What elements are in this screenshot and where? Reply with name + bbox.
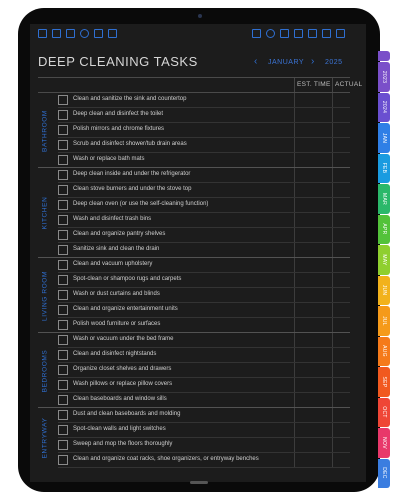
task-label: Clean and organize entertainment units (73, 306, 178, 312)
grid-icon[interactable] (252, 29, 261, 38)
task-checkbox[interactable] (58, 395, 68, 405)
actual-cell[interactable] (332, 348, 333, 363)
task-checkbox[interactable] (58, 260, 68, 270)
tab-label: JUL (381, 315, 387, 326)
task-row (38, 273, 350, 288)
task-row (38, 168, 350, 183)
task-checkbox[interactable] (58, 110, 68, 120)
task-checkbox[interactable] (58, 215, 68, 225)
est-time-cell[interactable] (294, 348, 295, 363)
task-label: Clean and disinfect nightstands (73, 351, 157, 357)
flag-icon[interactable] (336, 29, 345, 38)
est-time-cell[interactable] (294, 453, 295, 468)
header-top-rule (38, 77, 350, 78)
task-checkbox[interactable] (58, 245, 68, 255)
est-time-cell[interactable] (294, 213, 295, 228)
actual-cell[interactable] (332, 363, 333, 378)
month-tab-sep[interactable] (378, 367, 390, 397)
actual-cell[interactable] (332, 228, 333, 243)
month-tab-nov[interactable] (378, 428, 390, 458)
actual-cell[interactable] (332, 273, 333, 288)
est-time-cell[interactable] (294, 378, 295, 393)
actual-cell[interactable] (332, 108, 333, 123)
task-checkbox[interactable] (58, 170, 68, 180)
month-tab-jun[interactable] (378, 276, 390, 306)
task-checkbox[interactable] (58, 335, 68, 345)
task-row (38, 228, 350, 243)
task-label: Wash and disinfect trash bins (73, 216, 152, 222)
year-tab-2024[interactable] (378, 93, 390, 123)
est-time-cell[interactable] (294, 93, 295, 108)
task-row (38, 183, 350, 198)
document-icon[interactable] (108, 29, 117, 38)
box-icon[interactable] (322, 29, 331, 38)
task-row (38, 408, 350, 423)
est-time-cell[interactable] (294, 288, 295, 303)
task-label: Clean baseboards and window sills (73, 396, 167, 402)
task-label: Spot-clean walls and light switches (73, 426, 166, 432)
task-row (38, 393, 350, 408)
task-label: Polish mirrors and chrome fixtures (73, 126, 165, 132)
est-time-cell[interactable] (294, 168, 295, 183)
est-time-cell[interactable] (294, 183, 295, 198)
month-tab-dec[interactable] (378, 459, 390, 489)
header-col-divider (332, 78, 333, 92)
tag-icon[interactable] (294, 29, 303, 38)
next-month-arrow[interactable]: › (311, 56, 315, 67)
section-label (38, 168, 52, 258)
actual-cell[interactable] (332, 288, 333, 303)
section-label-text: LIVING ROOM (41, 270, 49, 321)
tab-label: JUN (381, 284, 387, 296)
task-row (38, 423, 350, 438)
est-time-cell[interactable] (294, 123, 295, 138)
tab-label: NOV (381, 436, 387, 449)
task-label: Clean and organize pantry shelves (73, 231, 166, 237)
task-row (38, 243, 350, 258)
est-time-cell[interactable] (294, 108, 295, 123)
year-label[interactable]: 2025 (325, 59, 343, 66)
task-label: Clean and sanitize the sink and countertop (73, 96, 187, 102)
task-row (38, 318, 350, 333)
task-label: Scrub and disinfect shower/tub drain areas (73, 141, 187, 147)
task-checkbox[interactable] (58, 440, 68, 450)
task-checkbox[interactable] (58, 230, 68, 240)
task-checkbox[interactable] (58, 155, 68, 165)
est-time-cell[interactable] (294, 393, 295, 408)
settings-icon[interactable] (266, 29, 275, 38)
task-checkbox[interactable] (58, 455, 68, 465)
task-row (38, 108, 350, 123)
bookmark-tab-icon[interactable] (378, 51, 390, 61)
task-row (38, 138, 350, 153)
tab-label: 2024 (381, 101, 387, 114)
header-col-divider (294, 78, 295, 92)
actual-cell[interactable] (332, 333, 333, 348)
task-row (38, 348, 350, 363)
month-tab-aug[interactable] (378, 337, 390, 367)
page-title: DEEP CLEANING TASKS (38, 54, 198, 69)
home-indicator (190, 481, 208, 484)
task-row (38, 363, 350, 378)
task-label: Wash or vacuum under the bed frame (73, 336, 174, 342)
year-tab-2023[interactable] (378, 62, 390, 92)
task-row (38, 378, 350, 393)
tab-label: MAR (381, 192, 387, 205)
section-label-text: KITCHEN (41, 196, 49, 230)
task-label: Clean and vacuum upholstery (73, 261, 153, 267)
tab-label: JAN (381, 132, 387, 143)
task-row (38, 303, 350, 318)
actual-cell[interactable] (332, 393, 333, 408)
task-checkbox[interactable] (58, 365, 68, 375)
task-checkbox[interactable] (58, 380, 68, 390)
task-row (38, 153, 350, 168)
actual-cell[interactable] (332, 243, 333, 258)
task-checkbox[interactable] (58, 410, 68, 420)
month-tab-jan[interactable] (378, 123, 390, 153)
actual-cell[interactable] (332, 423, 333, 438)
task-label: Wash or replace bath mats (73, 156, 145, 162)
actual-cell[interactable] (332, 453, 333, 468)
task-row (38, 438, 350, 453)
tab-label: FEB (381, 162, 387, 174)
task-row (38, 93, 350, 108)
tab-label: OCT (381, 406, 387, 418)
task-label: Clean and organize coat racks, shoe organizers, or entryway benches (73, 456, 259, 462)
est-time-cell[interactable] (294, 273, 295, 288)
actual-cell[interactable] (332, 138, 333, 153)
month-label[interactable]: JANUARY (268, 59, 305, 66)
actual-cell[interactable] (332, 153, 333, 168)
section-label (38, 333, 52, 408)
month-tab-may[interactable] (378, 245, 390, 275)
tab-label: SEP (381, 376, 387, 388)
month-tab-apr[interactable] (378, 215, 390, 245)
task-checkbox[interactable] (58, 95, 68, 105)
task-label: Sanitize sink and clean the drain (73, 246, 160, 252)
tab-label: MAY (381, 254, 387, 266)
est-time-cell[interactable] (294, 198, 295, 213)
task-row (38, 258, 350, 273)
task-label: Wash pillows or replace pillow covers (73, 381, 173, 387)
task-checkbox[interactable] (58, 140, 68, 150)
task-label: Deep clean inside and under the refrigerator (73, 171, 191, 177)
est-time-cell[interactable] (294, 318, 295, 333)
task-row (38, 453, 350, 468)
est-time-cell[interactable] (294, 153, 295, 168)
actual-cell[interactable] (332, 123, 333, 138)
actual-cell[interactable] (332, 258, 333, 273)
task-label: Organize closet shelves and drawers (73, 366, 172, 372)
task-checkbox[interactable] (58, 125, 68, 135)
actual-cell[interactable] (332, 168, 333, 183)
month-tab-oct[interactable] (378, 398, 390, 428)
task-checkbox[interactable] (58, 275, 68, 285)
tab-label: AUG (381, 345, 387, 358)
actual-cell[interactable] (332, 93, 333, 108)
est-time-cell[interactable] (294, 438, 295, 453)
section-label-text: BEDROOMS (41, 349, 49, 392)
task-label: Clean stove burners and under the stove top (73, 186, 192, 192)
task-checkbox[interactable] (58, 350, 68, 360)
task-checkbox[interactable] (58, 290, 68, 300)
task-label: Wash or dust curtains and blinds (73, 291, 160, 297)
section-label (38, 258, 52, 333)
task-row (38, 123, 350, 138)
task-label: Deep clean and disinfect the toilet (73, 111, 164, 117)
actual-cell[interactable] (332, 378, 333, 393)
tab-label: 2023 (381, 70, 387, 83)
est-time-cell[interactable] (294, 408, 295, 423)
task-checkbox[interactable] (58, 425, 68, 435)
notes-icon[interactable] (66, 29, 75, 38)
actual-cell[interactable] (332, 183, 333, 198)
page-icon[interactable] (94, 29, 103, 38)
section-label (38, 93, 52, 168)
prev-month-arrow[interactable]: ‹ (254, 56, 258, 67)
tablet-frame (18, 8, 387, 492)
task-row (38, 198, 350, 213)
bookmark-icon[interactable] (308, 29, 317, 38)
est-time-header: EST. TIME (297, 81, 331, 88)
est-time-cell[interactable] (294, 303, 295, 318)
task-checkbox[interactable] (58, 305, 68, 315)
people-icon[interactable] (280, 29, 289, 38)
task-label: Polish wood furniture or surfaces (73, 321, 161, 327)
month-tab-feb[interactable] (378, 154, 390, 184)
task-row (38, 333, 350, 348)
actual-cell[interactable] (332, 213, 333, 228)
task-checkbox[interactable] (58, 200, 68, 210)
tab-label: DEC (381, 467, 387, 479)
est-time-cell[interactable] (294, 423, 295, 438)
actual-cell[interactable] (332, 303, 333, 318)
task-label: Dust and clean baseboards and molding (73, 411, 181, 417)
task-label: Deep clean oven (or use the self-cleaning function) (73, 201, 209, 207)
actual-cell[interactable] (332, 438, 333, 453)
actual-cell[interactable] (332, 198, 333, 213)
task-label: Spot-clean or shampoo rugs and carpets (73, 276, 182, 282)
camera-dot (198, 14, 202, 18)
row-divider (58, 467, 350, 468)
section-label-text: BATHROOM (41, 109, 49, 152)
est-time-cell[interactable] (294, 243, 295, 258)
actual-cell[interactable] (332, 408, 333, 423)
section-label (38, 408, 52, 468)
heart-icon[interactable] (80, 29, 89, 38)
est-time-cell[interactable] (294, 333, 295, 348)
est-time-cell[interactable] (294, 258, 295, 273)
actual-header: ACTUAL (335, 81, 363, 88)
planner-screen (30, 24, 387, 482)
tab-label: APR (381, 223, 387, 235)
calendar-icon[interactable] (52, 29, 61, 38)
month-tab-jul[interactable] (378, 306, 390, 336)
task-checkbox[interactable] (58, 185, 68, 195)
section-label-text: ENTRYWAY (41, 417, 49, 459)
month-tab-mar[interactable] (378, 184, 390, 214)
task-checkbox[interactable] (58, 320, 68, 330)
est-time-cell[interactable] (294, 138, 295, 153)
task-row (38, 288, 350, 303)
task-label: Sweep and mop the floors thoroughly (73, 441, 173, 447)
actual-cell[interactable] (332, 318, 333, 333)
task-row (38, 213, 350, 228)
home-icon[interactable] (38, 29, 47, 38)
est-time-cell[interactable] (294, 228, 295, 243)
est-time-cell[interactable] (294, 363, 295, 378)
top-toolbar (30, 24, 366, 44)
